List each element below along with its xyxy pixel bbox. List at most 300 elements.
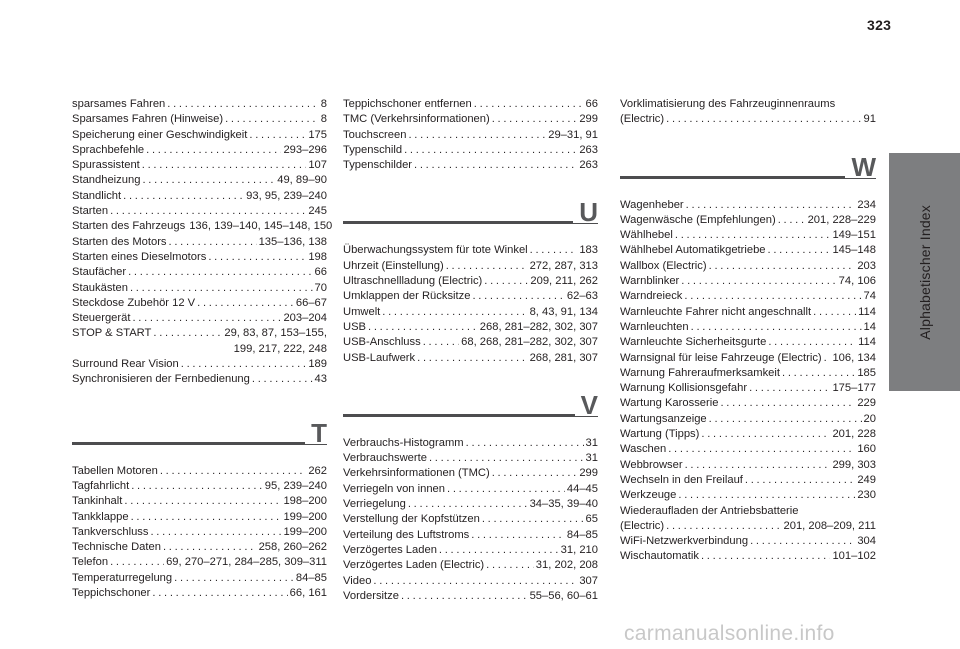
index-entry xyxy=(72,250,327,265)
index-pages: 199–200 xyxy=(283,510,327,523)
index-term: Spurassistent xyxy=(72,159,140,172)
index-pages: 91 xyxy=(863,113,876,126)
index-pages: 268, 281, 307 xyxy=(529,351,598,364)
index-entry xyxy=(343,574,598,589)
index-term: Warnung Fahreraufmerksamkeit xyxy=(620,366,780,379)
index-entry xyxy=(620,289,876,304)
index-term: Verzögertes Laden xyxy=(343,543,437,556)
index-entry xyxy=(343,112,598,127)
leader-dots xyxy=(208,250,306,265)
index-entry xyxy=(343,482,598,497)
leader-dots xyxy=(684,289,861,304)
section-letter: V xyxy=(575,394,598,416)
index-term: Warnung Kollisionsgefahr xyxy=(620,382,748,395)
index-entry xyxy=(72,143,327,158)
index-entry xyxy=(72,464,327,479)
leader-dots xyxy=(153,326,222,341)
index-term: Tankverschluss xyxy=(72,525,149,538)
index-term: Ultraschnellladung (Electric) xyxy=(343,275,483,288)
index-term: Überwachungssystem für tote Winkel xyxy=(343,244,528,257)
index-term: Werkzeuge xyxy=(620,489,677,502)
index-entry xyxy=(343,528,598,543)
leader-dots xyxy=(720,396,855,411)
index-pages: 68, 268, 281–282, 302, 307 xyxy=(461,336,598,349)
index-pages: 84–85 xyxy=(295,571,327,584)
leader-dots xyxy=(249,128,306,143)
leader-dots xyxy=(813,305,856,320)
index-entry xyxy=(72,510,327,525)
index-pages: 175–177 xyxy=(832,382,876,395)
index-pages-continued: 199, 217, 222, 248 xyxy=(233,342,327,355)
index-entry xyxy=(620,534,876,549)
index-entry xyxy=(72,204,327,219)
index-pages: 107 xyxy=(308,159,327,172)
index-entry xyxy=(620,112,876,127)
index-entry xyxy=(620,412,876,427)
index-entry xyxy=(72,586,327,601)
leader-dots xyxy=(368,320,478,335)
index-term: Starten xyxy=(72,205,109,218)
leader-dots xyxy=(152,586,287,601)
index-term: USB-Anschluss xyxy=(343,336,421,349)
leader-dots xyxy=(124,494,281,509)
index-entry xyxy=(72,281,327,296)
leader-dots xyxy=(778,213,806,228)
index-entry xyxy=(72,326,327,357)
index-pages: 299 xyxy=(579,113,598,126)
index-entry xyxy=(72,540,327,555)
index-pages: 299 xyxy=(579,467,598,480)
index-entry xyxy=(72,494,327,509)
index-pages: 299, 303 xyxy=(832,458,876,471)
index-entry xyxy=(343,243,598,258)
index-term: Vordersitze xyxy=(343,589,399,602)
index-term: Standheizung xyxy=(72,174,141,187)
index-term: Umklappen der Rücksitze xyxy=(343,290,471,303)
index-term: WiFi-Netzwerkverbindung xyxy=(620,535,749,548)
index-entry xyxy=(343,97,598,112)
index-pages: 185 xyxy=(857,366,876,379)
leader-dots xyxy=(745,473,855,488)
index-pages: 95, 239–240 xyxy=(264,479,327,492)
index-entry xyxy=(72,372,327,387)
index-entry xyxy=(620,396,876,411)
index-term: Warnblinker xyxy=(620,275,680,288)
index-term: Verbrauchswerte xyxy=(343,452,427,465)
index-term: Wagenwäsche (Empfehlungen) xyxy=(620,213,776,226)
index-term: Sparsames Fahren (Hinweise) xyxy=(72,113,224,126)
leader-dots xyxy=(167,97,318,112)
index-pages: 201, 208–209, 211 xyxy=(783,519,876,532)
index-term: Warnsignal für leise Fahrzeuge (Electric) xyxy=(620,351,822,364)
index-pages: 268, 281–282, 302, 307 xyxy=(479,320,598,333)
index-term: Verriegeln von innen xyxy=(343,482,446,495)
index-pages: 245 xyxy=(308,205,327,218)
index-entry xyxy=(620,458,876,473)
section-header xyxy=(620,146,876,194)
index-term: Wartung Karosserie xyxy=(620,397,719,410)
index-column-1 xyxy=(72,97,333,601)
leader-dots xyxy=(163,540,257,555)
index-entry xyxy=(343,128,598,143)
index-pages: 249 xyxy=(857,473,876,486)
index-entry xyxy=(72,555,327,570)
index-pages: 201, 228 xyxy=(832,428,876,441)
index-term: Synchronisieren der Fernbedienung xyxy=(72,373,250,386)
index-entry xyxy=(343,466,598,481)
index-entry xyxy=(620,519,876,534)
index-entry xyxy=(620,366,876,381)
index-entry xyxy=(343,335,598,350)
leader-dots xyxy=(484,274,528,289)
leader-dots xyxy=(709,259,856,274)
index-pages: 14 xyxy=(863,320,876,333)
index-entry xyxy=(72,189,327,204)
index-term: Tankinhalt xyxy=(72,495,123,508)
index-pages: 160 xyxy=(857,443,876,456)
index-pages: 34–35, 39–40 xyxy=(529,498,598,511)
index-term: Verkehrsinformationen (TMC) xyxy=(343,467,490,480)
leader-dots xyxy=(471,528,565,543)
leader-dots xyxy=(492,112,578,127)
leader-dots xyxy=(110,555,164,570)
index-term: Vorklimatisierung des Fahrzeuginnenraums xyxy=(620,98,836,110)
section-header xyxy=(343,384,598,432)
index-entry xyxy=(343,274,598,289)
leader-dots xyxy=(482,512,584,527)
index-entry xyxy=(620,320,876,335)
index-pages: 65 xyxy=(585,513,598,526)
leader-dots xyxy=(123,189,244,204)
leader-dots xyxy=(142,158,307,173)
index-term: Typenschild xyxy=(343,143,403,156)
index-pages: 136, 139–140, 145–148, 150 xyxy=(189,220,333,233)
leader-dots xyxy=(131,479,263,494)
index-pages: 304 xyxy=(857,535,876,548)
index-term: Tabellen Motoren xyxy=(72,464,158,477)
index-entry xyxy=(620,274,876,289)
index-term: Telefon xyxy=(72,556,109,569)
index-entry xyxy=(620,504,876,519)
side-tab-label xyxy=(889,153,960,391)
index-pages: 149–151 xyxy=(832,229,876,242)
index-term: USB-Laufwerk xyxy=(343,351,416,364)
index-entry xyxy=(72,235,327,250)
index-term: (Electric) xyxy=(620,519,665,532)
leader-dots xyxy=(685,458,831,473)
index-term: Verriegelung xyxy=(343,498,406,511)
leader-dots xyxy=(146,143,281,158)
leader-dots xyxy=(749,381,830,396)
index-column-2 xyxy=(343,97,598,604)
index-pages: 307 xyxy=(579,574,598,587)
index-entry xyxy=(343,320,598,335)
index-pages: 106, 134 xyxy=(832,351,876,364)
index-pages: 145–148 xyxy=(832,244,876,257)
leader-dots xyxy=(110,204,306,219)
index-entry xyxy=(343,512,598,527)
index-term: Technische Daten xyxy=(72,541,161,554)
index-term: Staufächer xyxy=(72,266,127,279)
index-term: Wählhebel xyxy=(620,229,673,242)
leader-dots xyxy=(668,442,855,457)
index-entry xyxy=(620,488,876,503)
leader-dots xyxy=(709,412,862,427)
leader-dots xyxy=(666,519,781,534)
index-pages: 263 xyxy=(579,159,598,172)
leader-dots xyxy=(824,351,831,366)
section-letter: T xyxy=(305,422,327,444)
index-entry xyxy=(72,296,327,311)
leader-dots xyxy=(225,112,319,127)
leader-dots xyxy=(678,488,855,503)
index-term: Steuergerät xyxy=(72,312,131,325)
leader-dots xyxy=(132,311,281,326)
leader-dots xyxy=(404,143,577,158)
leader-dots xyxy=(701,549,830,564)
index-pages: 66, 161 xyxy=(289,587,327,600)
index-pages: 135–136, 138 xyxy=(258,235,327,248)
leader-dots xyxy=(466,436,584,451)
section-divider xyxy=(343,414,598,417)
leader-dots xyxy=(150,525,281,540)
index-pages: 189 xyxy=(308,358,327,371)
index-term: Starten des Motors xyxy=(72,235,167,248)
index-pages: 43 xyxy=(314,373,327,386)
index-entry xyxy=(343,289,598,304)
index-entry xyxy=(343,158,598,173)
index-pages: 199–200 xyxy=(283,525,327,538)
index-term: Warndreieck xyxy=(620,290,683,303)
section-divider xyxy=(620,176,876,179)
index-pages: 55–56, 60–61 xyxy=(529,589,598,602)
index-term: Starten des Fahrzeugs xyxy=(72,220,186,233)
leader-dots xyxy=(373,574,577,589)
index-term: Wagenheber xyxy=(620,198,684,211)
index-term: Wartungsanzeige xyxy=(620,412,707,425)
leader-dots xyxy=(417,351,527,366)
index-entry xyxy=(72,128,327,143)
index-entry xyxy=(620,381,876,396)
index-pages: 175 xyxy=(308,128,327,141)
index-pages: 234 xyxy=(857,198,876,211)
index-pages: 70 xyxy=(314,281,327,294)
index-term: Typenschilder xyxy=(343,159,413,172)
index-entry xyxy=(620,427,876,442)
index-term: Warnleuchten xyxy=(620,320,689,333)
index-pages: 201, 228–229 xyxy=(807,213,876,226)
leader-dots xyxy=(681,274,836,289)
index-term: Verzögertes Laden (Electric) xyxy=(343,559,485,572)
index-entry xyxy=(343,497,598,512)
leader-dots xyxy=(128,265,312,280)
index-pages: 198 xyxy=(308,250,327,263)
leader-dots xyxy=(429,451,584,466)
leader-dots xyxy=(414,158,577,173)
index-entry xyxy=(72,97,327,112)
index-pages: 229 xyxy=(857,397,876,410)
index-term: Verteilung des Luftstroms xyxy=(343,528,470,541)
index-entry xyxy=(343,589,598,604)
leader-dots xyxy=(197,296,294,311)
leader-dots xyxy=(486,558,534,573)
index-entry xyxy=(72,173,327,188)
index-term: Surround Rear Vision xyxy=(72,358,179,371)
index-entry xyxy=(620,549,876,564)
index-pages: 263 xyxy=(579,143,598,156)
index-term: Tankklappe xyxy=(72,510,129,523)
index-pages: 230 xyxy=(857,489,876,502)
index-term: Wählhebel Automatikgetriebe xyxy=(620,244,766,257)
index-term: Tagfahrlicht xyxy=(72,479,130,492)
leader-dots xyxy=(768,335,856,350)
index-entry xyxy=(620,305,876,320)
index-pages: 29, 83, 87, 153–155, xyxy=(224,327,327,340)
index-term: Temperaturregelung xyxy=(72,571,173,584)
index-pages: 101–102 xyxy=(832,550,876,563)
index-pages: 66–67 xyxy=(295,296,327,309)
index-entry xyxy=(620,243,876,258)
section-letter: U xyxy=(573,201,598,223)
leader-dots xyxy=(666,112,861,127)
index-entry xyxy=(72,265,327,280)
leader-dots xyxy=(750,534,855,549)
index-pages: 31 xyxy=(585,436,598,449)
index-pages: 209, 211, 262 xyxy=(530,275,598,288)
section-divider xyxy=(72,442,327,445)
leader-dots xyxy=(423,335,459,350)
index-column-3 xyxy=(620,97,876,565)
leader-dots xyxy=(181,357,307,372)
index-term: Warnleuchte Fahrer nicht angeschnallt xyxy=(620,305,812,318)
leader-dots xyxy=(439,543,559,558)
leader-dots xyxy=(169,235,257,250)
index-term: Staukästen xyxy=(72,281,128,294)
index-pages: 293–296 xyxy=(283,143,327,156)
index-term: Verbrauchs-Histogramm xyxy=(343,436,464,449)
index-pages: 20 xyxy=(863,412,876,425)
leader-dots xyxy=(382,305,527,320)
leader-dots xyxy=(130,281,313,296)
leader-dots xyxy=(474,97,584,112)
index-pages: 183 xyxy=(579,244,598,257)
leader-dots xyxy=(691,320,862,335)
index-term: Wallbox (Electric) xyxy=(620,259,707,272)
index-term: Standlicht xyxy=(72,189,122,202)
index-entry xyxy=(343,543,598,558)
index-pages: 8, 43, 91, 134 xyxy=(529,305,598,318)
index-term: Wechseln in den Freilauf xyxy=(620,473,743,486)
index-entry xyxy=(72,479,327,494)
index-pages: 62–63 xyxy=(566,290,598,303)
index-pages: 84–85 xyxy=(566,528,598,541)
index-term: STOP & START xyxy=(72,327,152,340)
index-entry xyxy=(620,473,876,488)
index-entry xyxy=(72,112,327,127)
index-pages: 31 xyxy=(585,452,598,465)
side-tab-text: Alphabetischer Index xyxy=(916,204,933,340)
section-letter: W xyxy=(845,156,876,178)
index-term: Webbrowser xyxy=(620,458,683,471)
index-term: TMC (Verkehrsinformationen) xyxy=(343,113,490,126)
index-entry xyxy=(620,213,876,228)
leader-dots xyxy=(408,128,546,143)
index-entry xyxy=(620,335,876,350)
index-entry xyxy=(343,259,598,274)
leader-dots xyxy=(472,289,564,304)
index-entry xyxy=(343,143,598,158)
leader-dots xyxy=(530,243,578,258)
index-pages: 74 xyxy=(863,290,876,303)
index-term: Teppichschoner entfernen xyxy=(343,98,472,110)
index-entry xyxy=(343,305,598,320)
index-entry xyxy=(72,571,327,586)
leader-dots xyxy=(446,259,528,274)
leader-dots xyxy=(768,243,831,258)
leader-dots xyxy=(675,228,831,243)
index-pages: 258, 260–262 xyxy=(258,541,327,554)
index-term: Touchscreen xyxy=(343,128,407,141)
index-pages: 93, 95, 239–240 xyxy=(246,189,327,202)
index-entry xyxy=(620,442,876,457)
index-pages: 198–200 xyxy=(283,495,327,508)
index-pages: 66 xyxy=(314,266,327,279)
index-pages: 114 xyxy=(858,336,876,349)
index-term: Video xyxy=(343,574,372,587)
index-entry xyxy=(620,259,876,274)
index-entry xyxy=(620,97,876,112)
index-entry xyxy=(72,311,327,326)
leader-dots xyxy=(701,427,830,442)
index-term: Teppichschoner xyxy=(72,587,151,600)
section-divider xyxy=(343,221,598,224)
index-pages: 8 xyxy=(320,113,327,126)
page-number: 323 xyxy=(867,17,892,33)
leader-dots xyxy=(142,173,275,188)
index-pages: 31, 202, 208 xyxy=(535,559,598,572)
section-header xyxy=(343,191,598,239)
leader-dots xyxy=(447,482,565,497)
index-entry xyxy=(620,228,876,243)
index-term: Waschen xyxy=(620,443,667,456)
leader-dots xyxy=(160,464,307,479)
index-pages: 114 xyxy=(858,305,876,318)
index-pages: 203 xyxy=(857,259,876,272)
leader-dots xyxy=(174,571,294,586)
index-pages: 44–45 xyxy=(566,482,598,495)
index-entry xyxy=(72,525,327,540)
index-term: Steckdose Zubehör 12 V xyxy=(72,296,196,309)
section-header xyxy=(72,412,327,460)
index-pages: 66 xyxy=(585,98,598,110)
index-term: sparsames Fahren xyxy=(72,98,166,110)
index-entry xyxy=(72,357,327,372)
index-term: Verstellung der Kopfstützen xyxy=(343,513,480,526)
index-term: Sprachbefehle xyxy=(72,143,145,156)
index-term: Speicherung einer Geschwindigkeit xyxy=(72,128,248,141)
index-term: (Electric) xyxy=(620,113,665,126)
index-pages: 31, 210 xyxy=(560,543,598,556)
index-pages: 74, 106 xyxy=(838,275,876,288)
leader-dots xyxy=(686,198,856,213)
index-entry xyxy=(343,351,598,366)
leader-dots xyxy=(492,466,578,481)
index-pages: 49, 89–90 xyxy=(277,174,327,187)
index-pages: 69, 270–271, 284–285, 309–311 xyxy=(166,556,327,569)
index-term: USB xyxy=(343,320,367,333)
leader-dots xyxy=(252,372,313,387)
index-term: Wischautomatik xyxy=(620,550,699,563)
